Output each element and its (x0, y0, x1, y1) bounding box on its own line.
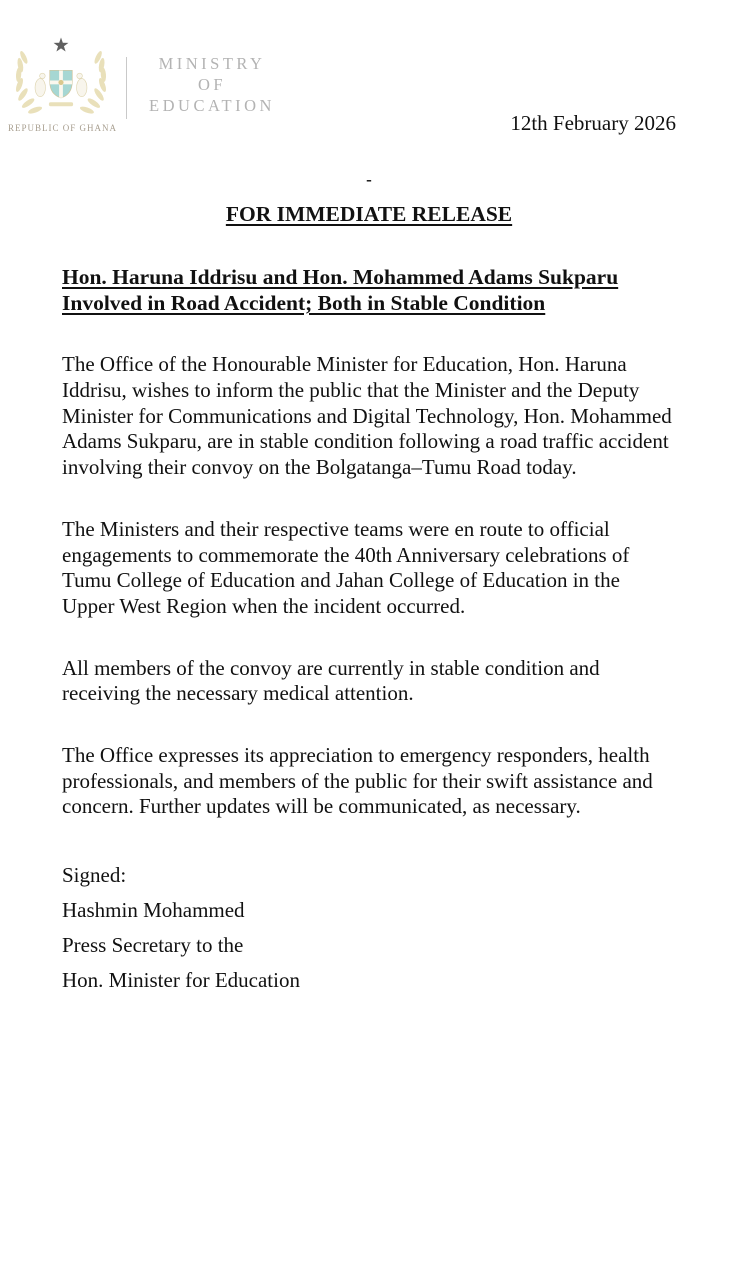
ministry-name-line: OF (197, 75, 227, 94)
separator-dash: - (366, 170, 372, 189)
headline-line-2: Involved in Road Accident; Both in Stable Condition (62, 290, 546, 315)
signatory-name: Hashmin Mohammed (62, 898, 245, 923)
letterhead (8, 34, 277, 133)
eagle-left-icon (35, 73, 45, 97)
signed-label: Signed: (62, 863, 127, 888)
seal-caption: REPUBLIC OF GHANA (8, 123, 118, 133)
headline (62, 265, 676, 317)
body-paragraph: The Office expresses its appreciation to emergency responders, health professionals, and members of the public for their swift assistance and concern. Further updates will be communicated, as necessary. (62, 743, 653, 819)
eagle-right-icon (77, 73, 87, 97)
ghana-coat-of-arms-logo (8, 34, 118, 133)
document-body (62, 170, 676, 998)
signatory-title-line-1: Press Secretary to the (62, 933, 244, 958)
signature-block (62, 858, 676, 998)
headline-line-1: Hon. Haruna Iddrisu and Hon. Mohammed Adams Sukparu (62, 264, 619, 289)
letterhead-divider (126, 57, 127, 119)
coat-of-arms-emblem (9, 34, 113, 117)
body-paragraph: All members of the convoy are currently in stable condition and receiving the necessary medical attention. (62, 655, 600, 706)
ministry-name-line: MINISTRY (158, 54, 266, 73)
black-star-icon (54, 37, 69, 51)
body-paragraph: The Office of the Honourable Minister for Education, Hon. Haruna Iddrisu, wishes to inform the public that the Minister and the Deputy Minister for Communications and Digital Technology, Hon. Mohammed Adams Sukparu, are in stable condition following a road traffic accident involving their convoy on the Bolgatanga–Tumu Road today. (62, 352, 672, 480)
signatory-title-line-2: Hon. Minister for Education (62, 968, 300, 993)
document-date: 12th February 2026 (510, 111, 676, 135)
ministry-name (147, 53, 277, 116)
body-paragraph: The Ministers and their respective teams were en route to official engagements to commemorate the 40th Anniversary celebrations of Tumu College of Education and Jahan College of Education in the Upper West Region when the incident occurred. (62, 516, 630, 618)
scroll-banner-icon (49, 102, 73, 106)
release-label: FOR IMMEDIATE RELEASE (225, 202, 513, 226)
ministry-name-line: EDUCATION (149, 96, 275, 115)
shield-icon (50, 70, 72, 99)
